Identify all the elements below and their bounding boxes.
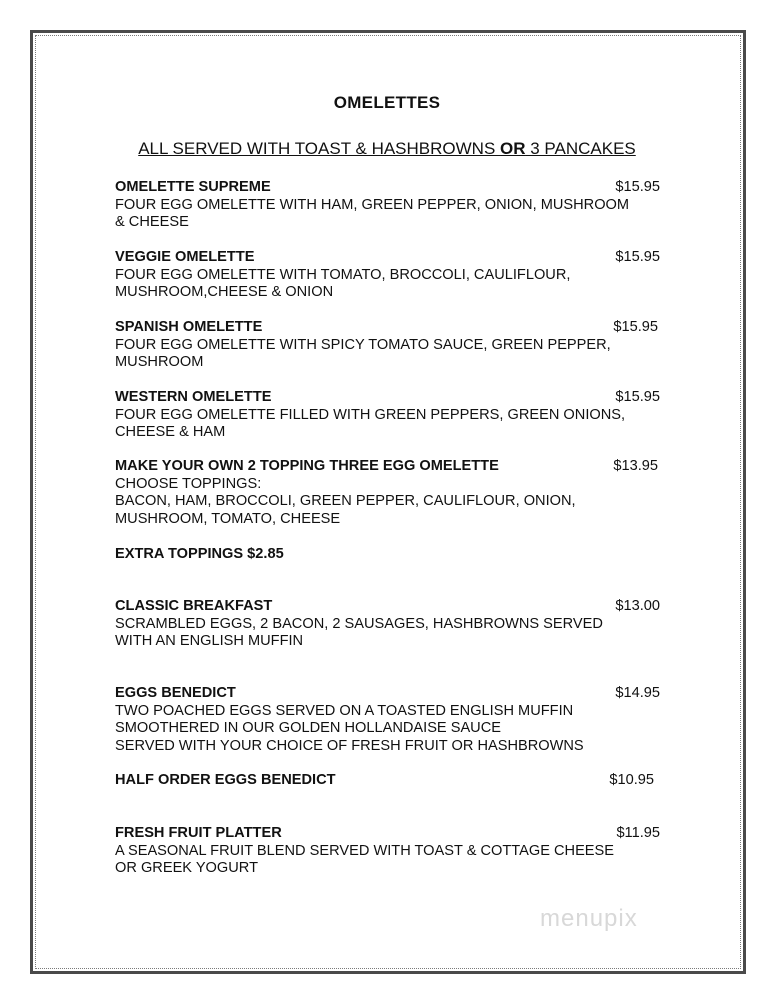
menu-item-classic-breakfast bbox=[115, 598, 675, 651]
item-description: FOUR EGG OMELETTE WITH HAM, GREEN PEPPER, ONION, MUSHROOM & CHEESE bbox=[115, 196, 630, 230]
item-description: FOUR EGG OMELETTE WITH TOMATO, BROCCOLI, CAULIFLOUR, MUSHROOM,CHEESE & ONION bbox=[115, 266, 571, 300]
item-name: SPANISH OMELETTE bbox=[115, 319, 263, 335]
menu-item-spanish-omelette bbox=[115, 319, 675, 372]
menu-item-eggs-benedict bbox=[115, 685, 675, 755]
page-title: OMELETTES bbox=[333, 93, 441, 112]
item-description: TWO POACHED EGGS SERVED ON A TOASTED ENGLISH MUFFIN SMOOTHERED IN OUR GOLDEN HOLLANDAISE SAUCE SERVED WITH YOUR CHOICE OF FRESH FRUIT OR HASHBROWNS bbox=[115, 702, 584, 754]
item-name: EGGS BENEDICT bbox=[115, 685, 236, 701]
subtitle-text-start: ALL SERVED WITH TOAST & HASHBROWNS bbox=[138, 139, 501, 158]
item-description: A SEASONAL FRUIT BLEND SERVED WITH TOAST & COTTAGE CHEESE OR GREEK YOGURT bbox=[115, 842, 615, 876]
item-name: HALF ORDER EGGS BENEDICT bbox=[115, 772, 336, 788]
item-price: $11.95 bbox=[616, 825, 660, 841]
menu-item-half-order-eggs-benedict bbox=[115, 772, 675, 790]
item-price: $10.95 bbox=[609, 772, 654, 788]
item-name: OMELETTE SUPREME bbox=[115, 179, 271, 195]
extra-toppings: EXTRA TOPPINGS $2.85 bbox=[115, 546, 284, 562]
page-subtitle bbox=[0, 139, 774, 159]
menu-item-western-omelette bbox=[115, 389, 675, 442]
item-description: FOUR EGG OMELETTE WITH SPICY TOMATO SAUCE, GREEN PEPPER, MUSHROOM bbox=[115, 336, 611, 370]
item-name: MAKE YOUR OWN 2 TOPPING THREE EGG OMELETTE bbox=[115, 458, 499, 474]
menu-item-fresh-fruit-platter bbox=[115, 825, 675, 878]
subtitle-text-end: 3 PANCAKES bbox=[525, 139, 636, 158]
item-price: $14.95 bbox=[615, 685, 660, 701]
item-name: CLASSIC BREAKFAST bbox=[115, 598, 273, 614]
item-description: SCRAMBLED EGGS, 2 BACON, 2 SAUSAGES, HASHBROWNS SERVED WITH AN ENGLISH MUFFIN bbox=[115, 615, 603, 649]
menu-item-make-your-own-omelette bbox=[115, 458, 675, 528]
item-price: $15.95 bbox=[615, 389, 660, 405]
item-price: $15.95 bbox=[615, 249, 660, 265]
subtitle-text-or: OR bbox=[500, 139, 526, 158]
menu-item-veggie-omelette bbox=[115, 249, 675, 302]
item-description: CHOOSE TOPPINGS: BACON, HAM, BROCCOLI, GREEN PEPPER, CAULIFLOUR, ONION, MUSHROOM, TOMATO, CHEESE bbox=[115, 475, 576, 527]
item-price: $13.00 bbox=[615, 598, 660, 614]
item-price: $15.95 bbox=[615, 179, 660, 195]
item-name: FRESH FRUIT PLATTER bbox=[115, 825, 282, 841]
menupix-watermark: menupix bbox=[540, 905, 638, 932]
item-price: $13.95 bbox=[613, 458, 658, 474]
menu-item-omelette-supreme bbox=[115, 179, 675, 232]
item-price: $15.95 bbox=[613, 319, 658, 335]
item-name: VEGGIE OMELETTE bbox=[115, 249, 255, 265]
item-name: WESTERN OMELETTE bbox=[115, 389, 272, 405]
item-description: FOUR EGG OMELETTE FILLED WITH GREEN PEPPERS, GREEN ONIONS, CHEESE & HAM bbox=[115, 406, 626, 440]
